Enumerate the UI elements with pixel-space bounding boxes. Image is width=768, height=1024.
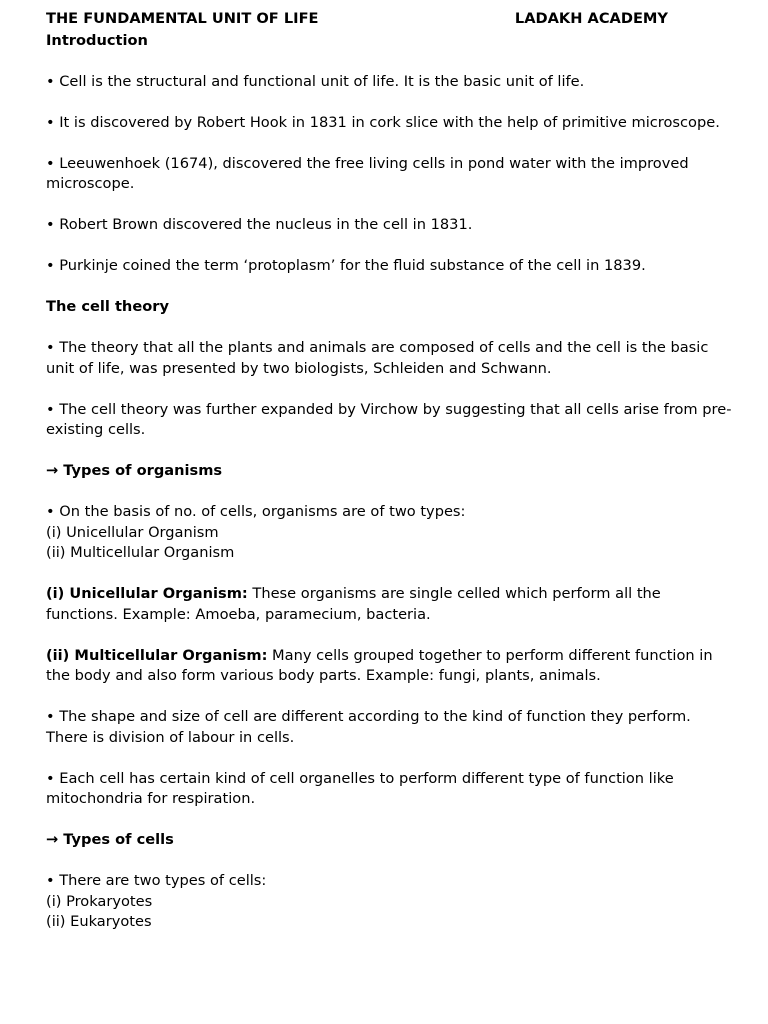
unicellular-text: These organisms are single celled which perform all the functions. Example: Amoeba, paramecium, bacteria. <box>46 585 661 623</box>
organisms-paragraph-1: • On the basis of no. of cells, organisms are of two types: <box>46 503 466 520</box>
cells-list-item-1: (i) Prokaryotes <box>46 892 153 910</box>
intro-paragraph-5: • Purkinje coined the term ‘protoplasm’ for the fluid substance of the cell in 1839. <box>46 257 646 274</box>
cell-theory-paragraph-1: • The theory that all the plants and animals are composed of cells and the cell is the basic unit of life, was presented by two biologists, Schleiden and Schwann. <box>46 339 709 377</box>
multicellular-text: Many cells grouped together to perform different function in the body and also form various body parts. Example: fungi, plants, animals. <box>46 646 713 684</box>
organisms-paragraph-3: • Each cell has certain kind of cell organelles to perform different type of function like mitochondria for respiration. <box>46 769 674 807</box>
intro-paragraph-3: • Leeuwenhoek (1674), discovered the free living cells in pond water with the improved microscope. <box>46 154 689 192</box>
cells-list-item-2: (ii) Eukaryotes <box>46 913 152 930</box>
organisms-list-item-1: (i) Unicellular Organism <box>46 523 219 541</box>
document-page <box>46 9 736 933</box>
unicellular-label: (i) Unicellular Organism: <box>46 585 248 602</box>
types-of-cells-heading: → Types of cells <box>46 831 174 848</box>
document-title: THE FUNDAMENTAL UNIT OF LIFE <box>46 10 319 27</box>
cells-paragraph-1: • There are two types of cells: <box>46 872 267 889</box>
multicellular-label: (ii) Multicellular Organism: <box>46 646 268 664</box>
multicellular-definition <box>46 646 736 687</box>
organisms-paragraph-2: • The shape and size of cell are different according to the kind of function they perform. There is division of labour in cells. <box>46 708 691 746</box>
organisms-list-item-2: (ii) Multicellular Organism <box>46 544 235 561</box>
unicellular-definition <box>46 584 736 625</box>
page-header <box>46 9 736 30</box>
academy-name: LADAKH ACADEMY <box>514 10 668 27</box>
types-of-organisms-heading: → Types of organisms <box>46 462 223 479</box>
intro-paragraph-1: • Cell is the structural and functional unit of life. It is the basic unit of life. <box>46 72 585 90</box>
cell-theory-paragraph-2: • The cell theory was further expanded by Virchow by suggesting that all cells arise from pre-existing cells. <box>46 400 732 438</box>
intro-heading: Introduction <box>46 31 148 49</box>
intro-paragraph-2: • It is discovered by Robert Hook in 1831 in cork slice with the help of primitive microscope. <box>46 113 720 131</box>
cell-theory-heading: The cell theory <box>46 298 169 315</box>
intro-paragraph-4: • Robert Brown discovered the nucleus in the cell in 1831. <box>46 216 473 233</box>
